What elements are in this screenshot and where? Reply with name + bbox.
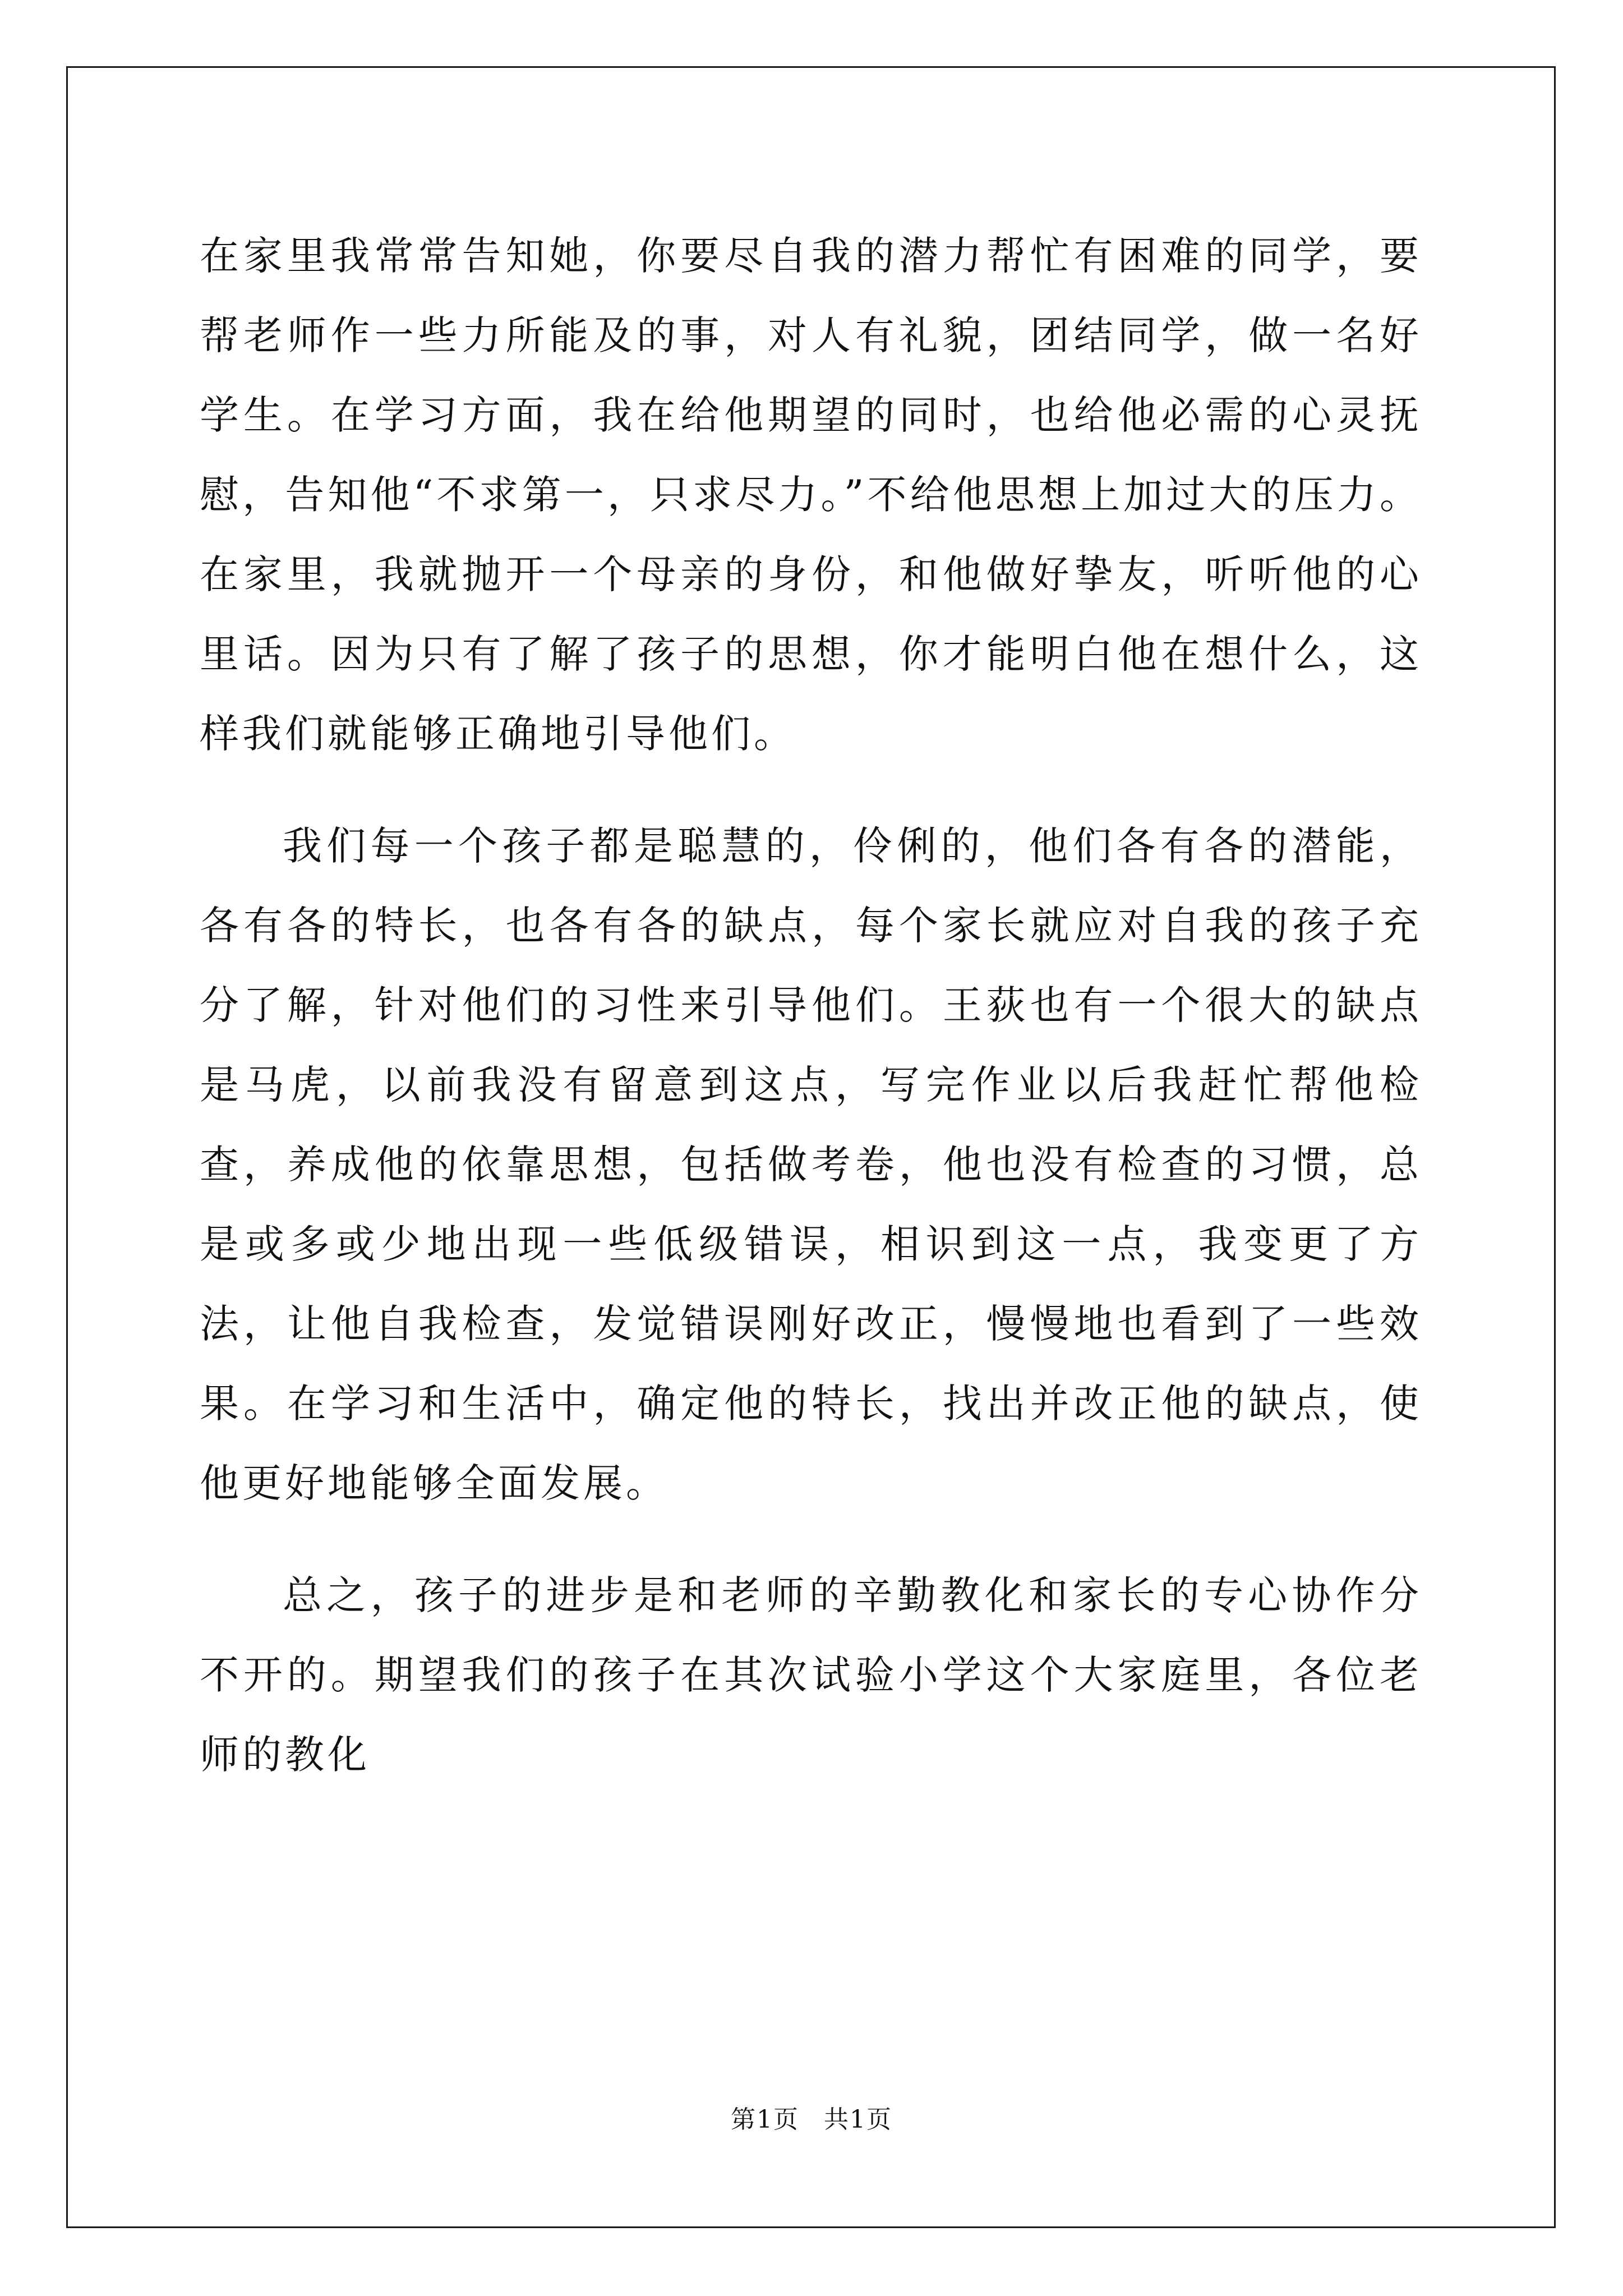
document-body (200, 216, 1422, 1827)
page-total: 共1页 (824, 2105, 892, 2134)
paragraph-2: 我们每一个孩子都是聪慧的，伶俐的，他们各有各的潜能，各有各的特长，也各有各的缺点，每个家长就应对自我的孩子充分了解，针对他们的习性来引导他们。王荻也有一个很大的缺点是马虎，以前我没有留意到这点，写完作业以后我赶忙帮他检查，养成他的依靠思想，包括做考卷，他也没有检查的习惯，总是或多或少地出现一些低级错误，相识到这一点，我变更了方法，让他自我检查，发觉错误刚好改正，慢慢地也看到了一些效果。在学习和生活中，确定他的特长，找出并改正他的缺点，使他更好地能够全面发展。 (200, 823, 1422, 1506)
paragraph-1: 在家里我常常告知她，你要尽自我的潜力帮忙有困难的同学，要帮老师作一些力所能及的事，对人有礼貌，团结同学，做一名好学生。在学习方面，我在给他期望的同时，也给他必需的心灵抚慰，告知他“不求第一，只求尽力。”不给他思想上加过大的压力。在家里，我就抛开一个母亲的身份，和他做好挚友，听听他的心里话。因为只有了解了孩子的思想，你才能明白他在想什么，这样我们就能够正确地引导他们。 (200, 233, 1422, 757)
paragraph-3: 总之，孩子的进步是和老师的辛勤教化和家长的专心协作分不开的。期望我们的孩子在其次试验小学这个大家庭里，各位老师的教化 (200, 1572, 1422, 1778)
page-number: 第1页 (731, 2105, 799, 2134)
page-footer (0, 2099, 1623, 2135)
